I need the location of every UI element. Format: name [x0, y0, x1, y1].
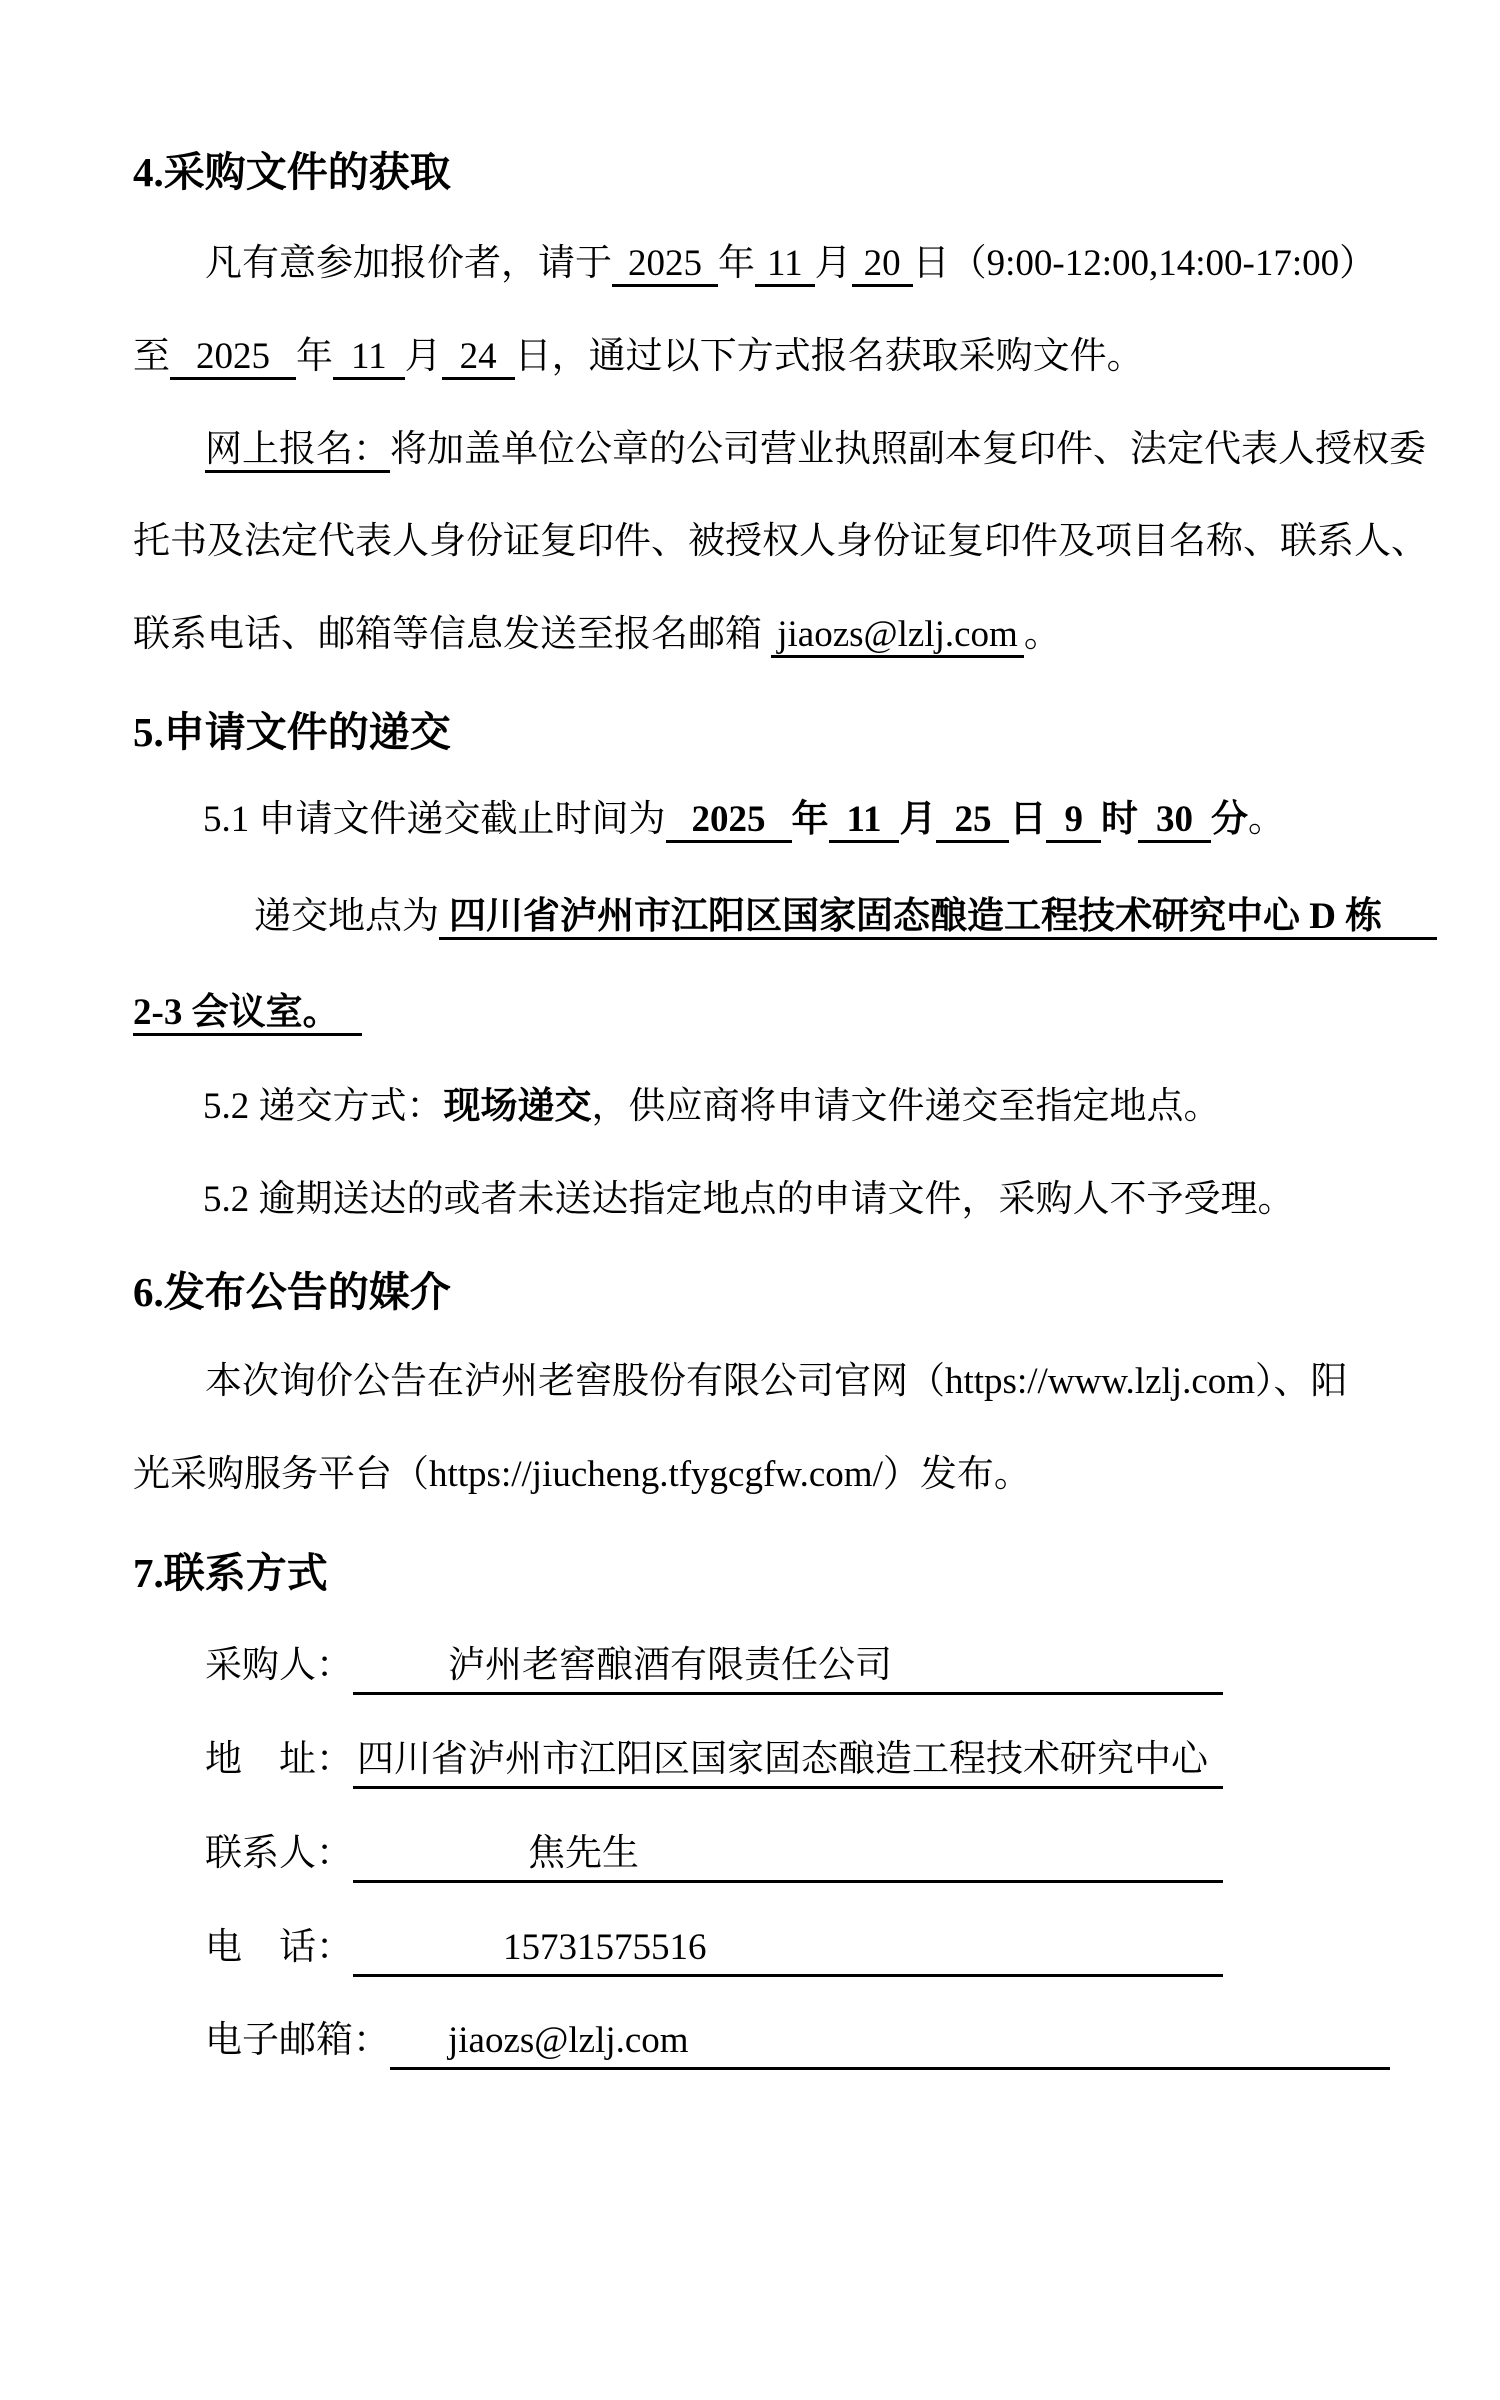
contact-row-purchaser: [205, 1639, 1223, 1697]
s4-paragraph-line-2: [133, 331, 1420, 383]
section-4-heading: 4.采购文件的获取: [133, 149, 451, 195]
day-blank: 20: [852, 243, 913, 287]
s6-paragraph-line-2: 光采购服务平台（https://jiucheng.tfygcgfw.com/）发布。: [133, 1454, 1031, 1495]
contact-label: 电 话：: [205, 1927, 353, 1968]
delivery-location-room: 2-3 会议室。: [133, 992, 362, 1036]
contact-row-person: [205, 1827, 1223, 1885]
year-unit: 年: [791, 799, 829, 840]
s5-location-line-1: [254, 891, 1420, 943]
text-run: 日，通过以下方式报名获取采购文件。: [514, 336, 1144, 377]
signup-email: jiaozs@lzlj.com: [771, 614, 1024, 658]
underline-blank: [353, 1921, 1223, 1977]
text-run: 将加盖单位公章的公司营业执照副本复印件、法定代表人授权委: [390, 429, 1426, 470]
section-5-heading: 5.申请文件的递交: [133, 709, 451, 755]
contact-label: 电子邮箱：: [205, 2020, 390, 2061]
text-run: 。: [1247, 799, 1285, 840]
s5-overdue-line: 5.2 逾期送达的或者未送达指定地点的申请文件，采购人不予受理。: [203, 1179, 1295, 1220]
s4-paragraph-line-4: 托书及法定代表人身份证复印件、被授权人身份证复印件及项目名称、联系人、: [133, 521, 1428, 562]
text-run: 联系电话、邮箱等信息发送至报名邮箱: [133, 614, 772, 655]
month-blank: 11: [829, 799, 900, 843]
s4-paragraph-line-1: [133, 238, 1420, 290]
delivery-method: 现场递交: [443, 1086, 592, 1127]
contact-value: 15731575516: [503, 1927, 707, 1968]
underline-blank: [353, 1639, 1223, 1695]
text-run: 凡有意参加报价者，请于: [205, 243, 612, 284]
s5-location-line-2: [133, 987, 1420, 1039]
delivery-location: 四川省泸州市江阳区国家固态酿造工程技术研究中心 D 栋: [439, 896, 1437, 940]
contact-label: 联系人：: [205, 1833, 353, 1874]
day-blank: 24: [442, 336, 515, 380]
hour-unit: 时: [1100, 799, 1138, 840]
year-blank: 2025: [612, 243, 718, 287]
text-run: 。: [1023, 614, 1061, 655]
text-run: 至: [133, 336, 170, 377]
minute-blank: 30: [1138, 799, 1211, 843]
contact-value: jiaozs@lzlj.com: [448, 2020, 689, 2061]
contact-row-email: [205, 2014, 1390, 2072]
s4-paragraph-line-3: [133, 424, 1426, 476]
text-run: ，供应商将申请文件递交至指定地点。: [591, 1086, 1221, 1127]
contact-label: 采购人：: [205, 1645, 353, 1686]
month-unit: 月: [814, 243, 852, 284]
underline-blank: [353, 1827, 1223, 1883]
month-blank: 11: [755, 243, 815, 287]
month-blank: 11: [333, 336, 405, 380]
year-unit: 年: [296, 336, 333, 377]
contact-label: 地 址：: [205, 1739, 353, 1780]
contact-row-address: [205, 1733, 1223, 1791]
text-run: 5.2 递交方式：: [203, 1086, 444, 1127]
month-unit: 月: [404, 336, 442, 377]
text-run: 5.1 申请文件递交截止时间为: [203, 799, 666, 840]
year-unit: 年: [718, 243, 755, 284]
day-blank: 25: [936, 799, 1009, 843]
text-run: 日（9:00-12:00,14:00-17:00）: [912, 243, 1377, 284]
year-blank: 2025: [170, 336, 296, 380]
underline-blank: [390, 2014, 1390, 2070]
day-unit: 日: [1009, 799, 1047, 840]
month-unit: 月: [899, 799, 937, 840]
text-run: 递交地点为: [254, 896, 439, 937]
s6-paragraph-line-1: 本次询价公告在泸州老窖股份有限公司官网（https://www.lzlj.com）、阳: [205, 1361, 1348, 1402]
online-signup-label: 网上报名：: [205, 429, 390, 473]
contact-value: 焦先生: [528, 1833, 639, 1874]
minute-unit: 分: [1210, 799, 1248, 840]
year-blank: 2025: [666, 799, 792, 843]
contact-row-phone: [205, 1921, 1223, 1979]
s5-method-line: [203, 1081, 1420, 1133]
underline-blank: [353, 1733, 1223, 1789]
contact-value: 四川省泸州市江阳区国家固态酿造工程技术研究中心: [357, 1739, 1208, 1780]
hour-blank: 9: [1046, 799, 1101, 843]
section-6-heading: 6.发布公告的媒介: [133, 1269, 451, 1315]
s5-deadline-line: [203, 794, 1420, 846]
section-7-heading: 7.联系方式: [133, 1550, 328, 1596]
contact-value: 泸州老窖酿酒有限责任公司: [448, 1645, 892, 1686]
s4-paragraph-line-5: [133, 609, 1420, 661]
